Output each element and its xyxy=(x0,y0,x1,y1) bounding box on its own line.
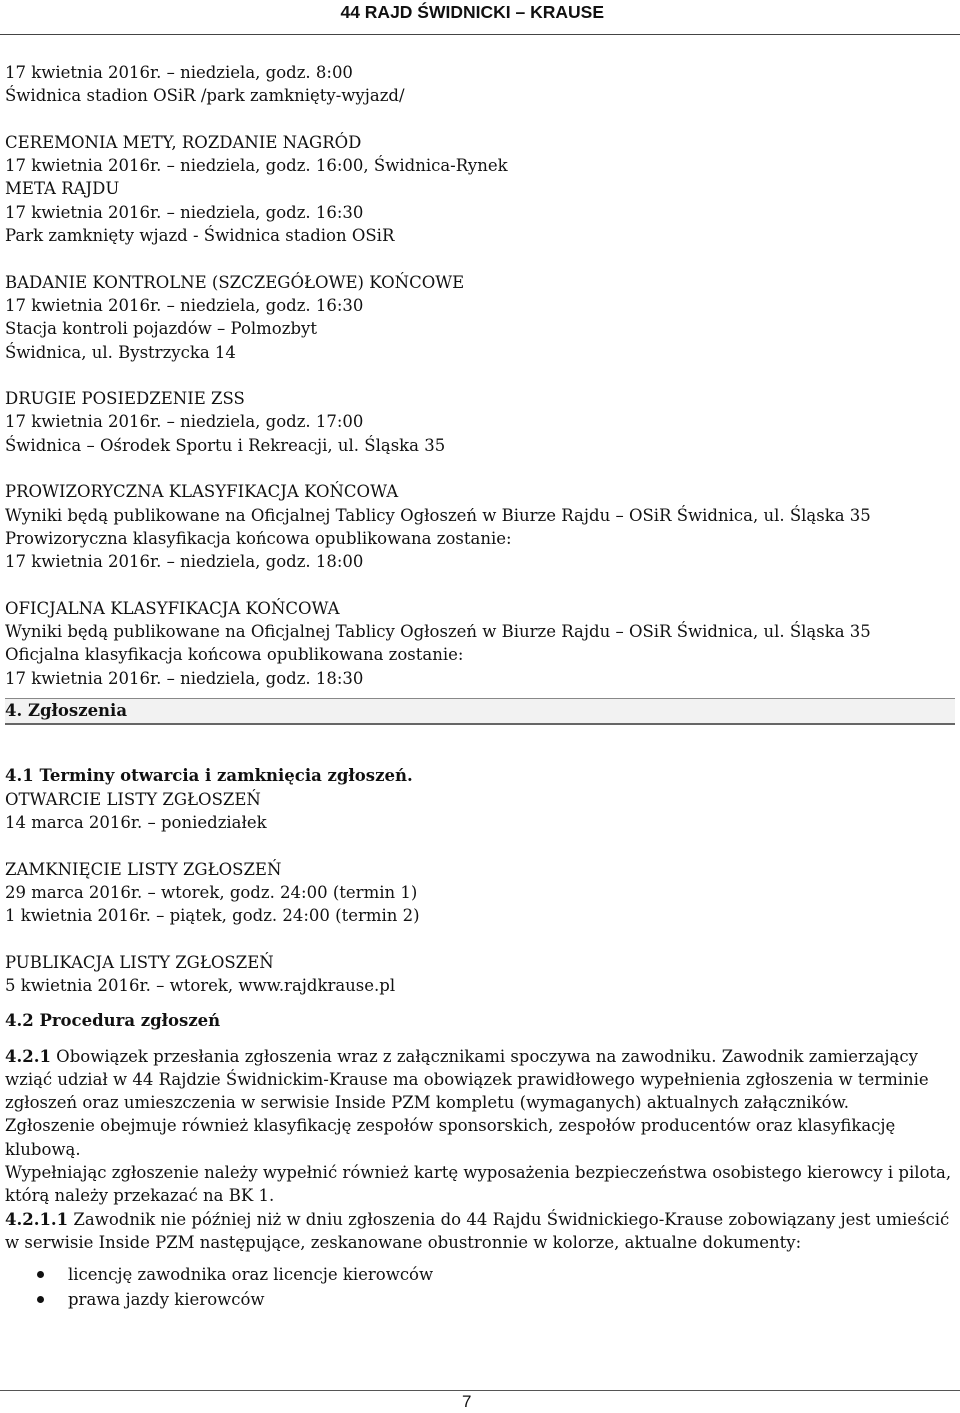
list-item: prawa jazdy kierowców xyxy=(5,1287,955,1312)
schedule-line: 17 kwietnia 2016r. – niedziela, godz. 16:00, Świdnica-Rynek xyxy=(5,156,508,176)
page-number: 7 xyxy=(462,1392,472,1411)
paragraph-number: 4.2.1 xyxy=(5,1046,51,1066)
paragraph: Zgłoszenie obejmuje również klasyfikację zespołów sponsorskich, zespołów producentów oraz klasyfikację klubową. xyxy=(5,1116,896,1159)
schedule-line: OFICJALNA KLASYFIKACJA KOŃCOWA xyxy=(5,598,340,618)
publication-date: 5 kwietnia 2016r. – wtorek, www.rajdkrause.pl xyxy=(5,975,396,995)
schedule-line: Prowizoryczna klasyfikacja końcowa opublikowana zostanie: xyxy=(5,528,512,548)
schedule-line: Świdnica – Ośrodek Sportu i Rekreacji, ul. Śląska 35 xyxy=(5,435,446,455)
document-list xyxy=(5,1262,955,1312)
schedule-line: BADANIE KONTROLNE (SZCZEGÓŁOWE) KOŃCOWE xyxy=(5,272,465,292)
open-list-label: OTWARCIE LISTY ZGŁOSZEŃ xyxy=(5,789,261,809)
paragraph-number: 4.2.1.1 xyxy=(5,1209,69,1229)
schedule-line: 17 kwietnia 2016r. – niedziela, godz. 18:00 xyxy=(5,552,364,572)
subsection-heading: 4.2 Procedura zgłoszeń xyxy=(5,1011,221,1031)
schedule-line: CEREMONIA METY, ROZDANIE NAGRÓD xyxy=(5,132,362,152)
schedule-line: PROWIZORYCZNA KLASYFIKACJA KOŃCOWA xyxy=(5,482,399,502)
schedule-line: DRUGIE POSIEDZENIE ZSS xyxy=(5,389,245,409)
schedule-line: 17 kwietnia 2016r. – niedziela, godz. 17:00 xyxy=(5,412,364,432)
close-list-label: ZAMKNIĘCIE LISTY ZGŁOSZEŃ xyxy=(5,859,282,879)
paragraph xyxy=(5,1045,955,1115)
schedule-line: 17 kwietnia 2016r. – niedziela, godz. 16:30 xyxy=(5,202,364,222)
paragraph-text: Zawodnik nie później niż w dniu zgłoszenia do 44 Rajdu Świdnickiego-Krause zobowiązany jest umieścić w serwisie Inside PZM następujące, zeskanowane obustronnie w kolorze, aktualne dokumenty: xyxy=(5,1209,950,1252)
document-body xyxy=(5,61,955,1312)
page-header xyxy=(0,0,960,35)
list-item: licencję zawodnika oraz licencje kierowców xyxy=(5,1262,955,1287)
schedule-line: Park zamknięty wjazd - Świdnica stadion OSiR xyxy=(5,226,395,246)
section-heading-bar: 4. Zgłoszenia xyxy=(5,698,955,725)
schedule-line: Wyniki będą publikowane na Oficjalnej Tablicy Ogłoszeń w Biurze Rajdu – OSiR Świdnica, ul. Śląska 35 xyxy=(5,505,871,525)
open-list-date: 14 marca 2016r. – poniedziałek xyxy=(5,812,267,832)
footer-divider xyxy=(0,1390,960,1391)
bullet-icon xyxy=(37,1296,44,1303)
paragraph: Wypełniając zgłoszenie należy wypełnić również kartę wyposażenia bezpieczeństwa osobistego kierowcy i pilota, którą należy przekazać na BK 1. xyxy=(5,1163,952,1206)
schedule-line: Oficjalna klasyfikacja końcowa opublikowana zostanie: xyxy=(5,645,464,665)
header-title: 44 RAJD ŚWIDNICKI – KRAUSE xyxy=(340,2,604,22)
bullet-icon xyxy=(37,1271,44,1278)
close-list-date: 1 kwietnia 2016r. – piątek, godz. 24:00 (termin 2) xyxy=(5,906,420,926)
schedule-line: 17 kwietnia 2016r. – niedziela, godz. 16:30 xyxy=(5,295,364,315)
close-list-date: 29 marca 2016r. – wtorek, godz. 24:00 (termin 1) xyxy=(5,882,418,902)
schedule-line: META RAJDU xyxy=(5,179,120,199)
schedule-line: Świdnica, ul. Bystrzycka 14 xyxy=(5,342,236,362)
publication-label: PUBLIKACJA LISTY ZGŁOSZEŃ xyxy=(5,952,274,972)
schedule-line: Świdnica stadion OSiR /park zamknięty-wyjazd/ xyxy=(5,86,405,106)
paragraph xyxy=(5,1208,955,1255)
schedule-line: Wyniki będą publikowane na Oficjalnej Tablicy Ogłoszeń w Biurze Rajdu – OSiR Świdnica, ul. Śląska 35 xyxy=(5,622,871,642)
subsection-heading: 4.1 Terminy otwarcia i zamknięcia zgłoszeń. xyxy=(5,766,413,786)
schedule-line: Stacja kontroli pojazdów – Polmozbyt xyxy=(5,319,317,339)
paragraph-text: Obowiązek przesłania zgłoszenia wraz z załącznikami spoczywa na zawodniku. Zawodnik zamierzający wziąć udział w 44 Rajdzie Świdnickim-Krause ma obowiązek prawidłowego wypełnienia zgłoszenia w terminie zgłoszeń oraz umieszczenia w serwisie Inside PZM kompletu (wymaganych) aktualnych załączników. xyxy=(5,1046,929,1113)
schedule-line: 17 kwietnia 2016r. – niedziela, godz. 8:00 xyxy=(5,63,353,82)
schedule-line: 17 kwietnia 2016r. – niedziela, godz. 18:30 xyxy=(5,668,364,688)
